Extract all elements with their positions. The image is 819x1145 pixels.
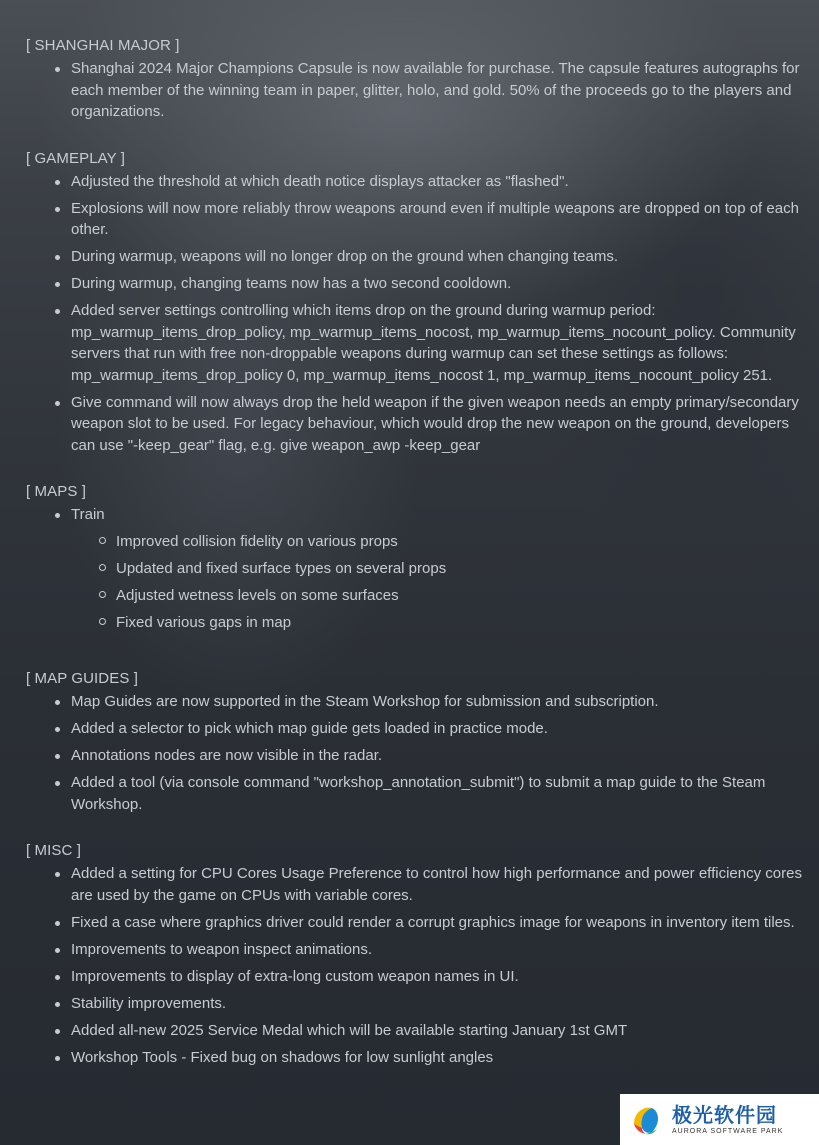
list-item: Added server settings controlling which items drop on the ground during warmup period: mp_warmup_items_drop_policy, mp_warmup_items_nocost, mp_warmup_items_nocount_policy. Community servers that run with free non-droppable weapons during warmup can set these settings as follows: mp_warmup_items_drop_policy 0, mp_warmup_items_nocost 1, mp_warmup_items_nocount_policy 251.: [71, 300, 806, 386]
list-item: Improvements to weapon inspect animations.: [71, 939, 806, 961]
list-item: During warmup, changing teams now has a two second cooldown.: [71, 273, 806, 295]
section-map-guides: [26, 669, 806, 815]
list-item: Added a tool (via console command "workshop_annotation_submit") to submit a map guide to the Steam Workshop.: [71, 772, 806, 815]
list-item: Stability improvements.: [71, 993, 806, 1015]
bullet-list: [26, 171, 806, 457]
sub-bullet-list: [71, 531, 806, 634]
aurora-logo-icon: [628, 1102, 664, 1138]
watermark: [620, 1094, 819, 1145]
bullet-list: [26, 504, 806, 633]
section-title: [ MAPS ]: [26, 483, 86, 500]
section-maps: [26, 482, 806, 633]
list-item: During warmup, weapons will no longer drop on the ground when changing teams.: [71, 246, 806, 268]
list-item: Added a selector to pick which map guide gets loaded in practice mode.: [71, 718, 806, 740]
watermark-sub-text: AURORA SOFTWARE PARK: [672, 1127, 784, 1135]
section-title: [ MISC ]: [26, 842, 81, 859]
list-item: Explosions will now more reliably throw weapons around even if multiple weapons are dropped on top of each other.: [71, 198, 806, 241]
section-title: [ SHANGHAI MAJOR ]: [26, 37, 180, 54]
list-item: Give command will now always drop the held weapon if the given weapon needs an empty primary/secondary weapon slot to be used. For legacy behaviour, which would drop the new weapon on the ground, developers can use "-keep_gear" flag, e.g. give weapon_awp -keep_gear: [71, 392, 806, 457]
section-title: [ MAP GUIDES ]: [26, 670, 138, 687]
list-item: Fixed a case where graphics driver could render a corrupt graphics image for weapons in inventory item tiles.: [71, 912, 806, 934]
list-item: Added all-new 2025 Service Medal which will be available starting January 1st GMT: [71, 1020, 806, 1042]
section-gameplay: [26, 149, 806, 457]
list-item: Added a setting for CPU Cores Usage Preference to control how high performance and power efficiency cores are used by the game on CPUs with variable cores.: [71, 863, 806, 906]
sub-list-item: Updated and fixed surface types on several props: [116, 558, 806, 580]
list-item: Shanghai 2024 Major Champions Capsule is now available for purchase. The capsule features autographs for each member of the winning team in paper, glitter, holo, and gold. 50% of the proceeds go to the players and organizations.: [71, 58, 806, 123]
section-misc: [26, 841, 806, 1068]
bullet-list: [26, 691, 806, 815]
list-item-train: [71, 504, 806, 633]
list-item: Workshop Tools - Fixed bug on shadows for low sunlight angles: [71, 1047, 806, 1069]
sub-list-item: Fixed various gaps in map: [116, 612, 806, 634]
sub-list-item: Adjusted wetness levels on some surfaces: [116, 585, 806, 607]
list-item: Annotations nodes are now visible in the radar.: [71, 745, 806, 767]
list-item: Adjusted the threshold at which death notice displays attacker as "flashed".: [71, 171, 806, 193]
watermark-main-text: 极光软件园: [672, 1102, 777, 1127]
list-item: Map Guides are now supported in the Steam Workshop for submission and subscription.: [71, 691, 806, 713]
bullet-list: [26, 58, 806, 123]
list-item: Improvements to display of extra-long custom weapon names in UI.: [71, 966, 806, 988]
sub-list-item: Improved collision fidelity on various props: [116, 531, 806, 553]
section-shanghai-major: [26, 36, 806, 123]
patch-notes: [26, 36, 806, 1094]
bullet-list: [26, 863, 806, 1068]
map-name: Train: [71, 506, 105, 523]
section-title: [ GAMEPLAY ]: [26, 149, 126, 167]
